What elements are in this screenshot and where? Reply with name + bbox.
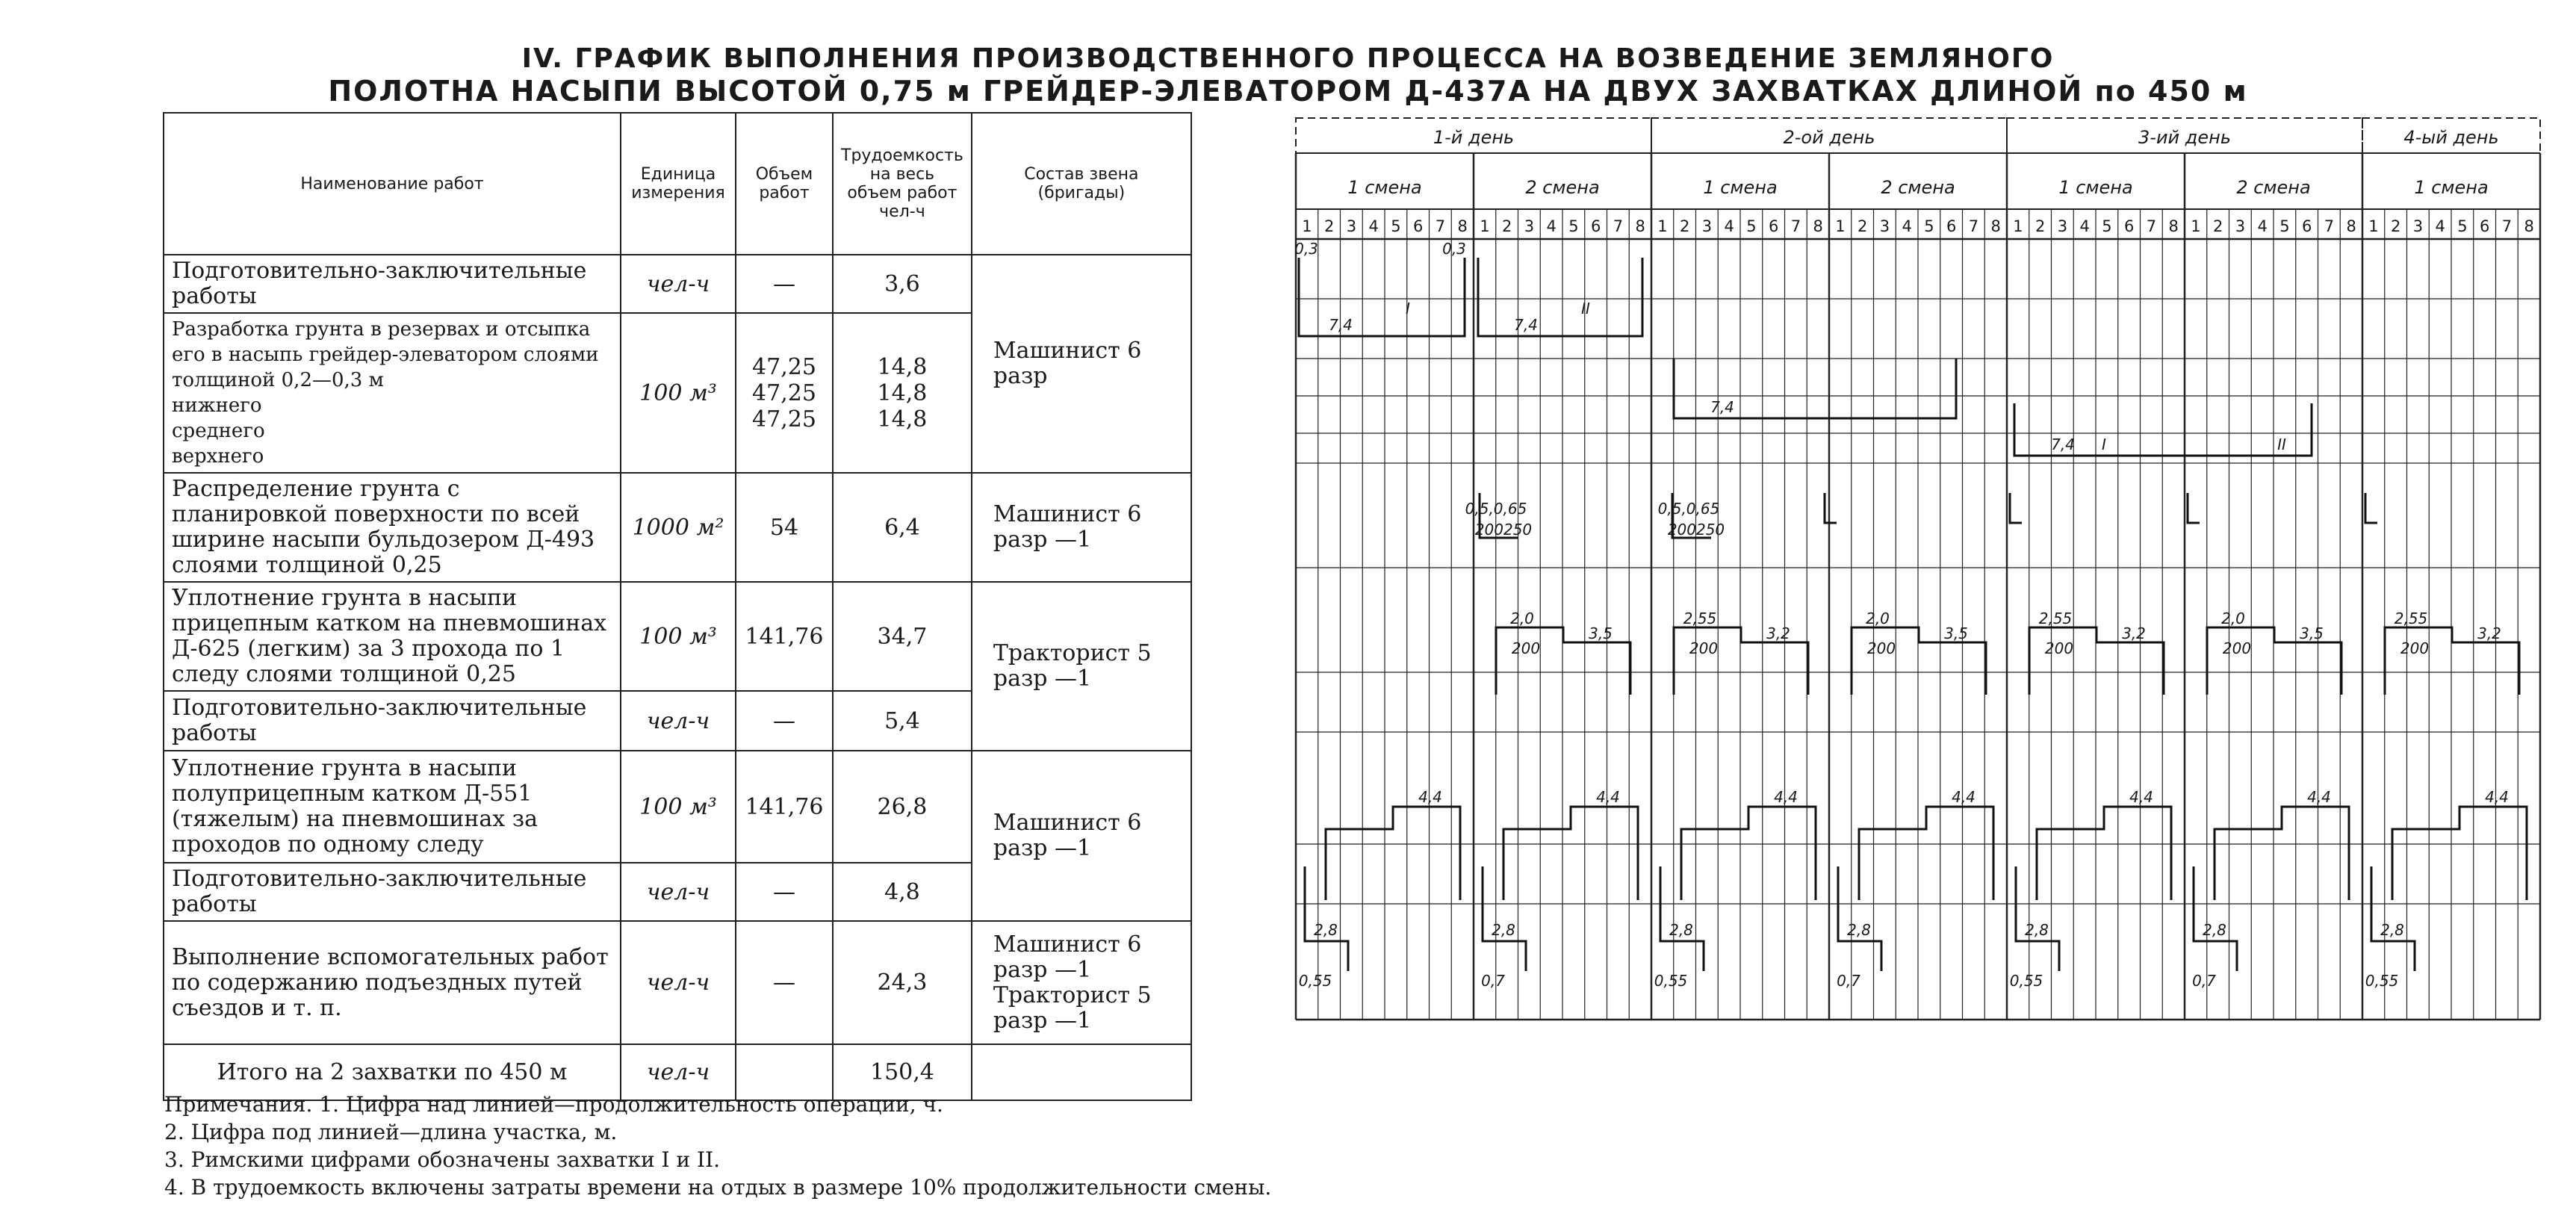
bar-value-label: I xyxy=(2102,435,2106,453)
hour-label: 8 xyxy=(2168,217,2179,235)
hour-label: 7 xyxy=(2501,217,2513,235)
excavation-bar xyxy=(1478,258,1642,336)
bulldozer-bar xyxy=(2010,493,2022,523)
bar-value-label: 0,3 xyxy=(1442,240,1466,258)
work-labor: 5,4 xyxy=(833,691,972,751)
hour-label: 7 xyxy=(1968,217,1979,235)
bar-value-label: 3,5 xyxy=(2300,624,2324,642)
hour-label: 7 xyxy=(2146,217,2157,235)
hour-label: 2 xyxy=(1857,217,1868,235)
hour-label: 4 xyxy=(1368,217,1379,235)
hour-label: 6 xyxy=(1768,217,1779,235)
hour-label: 3 xyxy=(1524,217,1535,235)
excavation-bar xyxy=(1299,258,1465,336)
labor-value: 14,8 xyxy=(877,406,928,432)
bar-value-label: 3,2 xyxy=(2477,624,2501,642)
work-labor: 26,8 xyxy=(833,751,972,863)
bar-value-label: 200 xyxy=(1866,639,1896,657)
crew-cell: Тракторист 5 разр —1 xyxy=(972,582,1191,751)
hour-label: 3 xyxy=(2057,217,2068,235)
hour-label: 8 xyxy=(1457,217,1468,235)
bar-value-label: 4,4 xyxy=(1596,788,1620,806)
hour-label: 1 xyxy=(1835,217,1846,235)
hour-label: 1 xyxy=(2368,217,2379,235)
hour-label: 5 xyxy=(1924,217,1934,235)
bar-value-label: 7,4 xyxy=(1514,316,1538,334)
hour-label: 2 xyxy=(1323,217,1335,235)
bar-value-label: 4,4 xyxy=(2307,788,2331,806)
hour-label: 2 xyxy=(1679,217,1690,235)
work-name: Подготовительно-заключительные работы xyxy=(164,863,621,921)
work-name-text: Разработка грунта в резервах и отсыпка его в насыпь грейдер-элеватором слоями толщиной 0,2—0,3 м xyxy=(172,318,599,391)
bar-value-label: 200 xyxy=(2400,639,2430,657)
bar-value-label: 200250 xyxy=(1667,521,1725,539)
hour-label: 7 xyxy=(1790,217,1801,235)
hour-label: 3 xyxy=(1346,217,1357,235)
bar-value-label: 2,0 xyxy=(1866,610,1890,627)
work-unit: 100 м³ xyxy=(621,313,736,473)
bar-value-label: 2,0 xyxy=(1510,610,1534,627)
bar-value-label: 0,7 xyxy=(2192,972,2216,990)
work-labor: 6,4 xyxy=(833,473,972,582)
work-name: Распределение грунта с планировкой поверхности по всей ширине насыпи бульдозером Д-493 слоями толщиной 0,25 xyxy=(164,473,621,582)
bulldozer-bar xyxy=(2188,493,2200,523)
bar-value-label: 0,55 xyxy=(1298,972,1332,990)
work-unit: чел-ч xyxy=(621,863,736,921)
day-label: 3-ий день xyxy=(2138,127,2231,148)
work-unit: чел-ч xyxy=(621,255,736,313)
bar-value-label: 200 xyxy=(2044,639,2074,657)
hour-label: 1 xyxy=(2013,217,2023,235)
bar-value-label: 4,4 xyxy=(1774,788,1798,806)
bulldozer-bar xyxy=(1825,493,1837,523)
hour-label: 1 xyxy=(1657,217,1668,235)
hour-label: 2 xyxy=(2390,217,2401,235)
work-labor: 3,6 xyxy=(833,255,972,313)
shift-label: 2 смена xyxy=(1881,177,1955,198)
note-line: 3. Римскими цифрами обозначены захватки I и II. xyxy=(164,1147,721,1172)
hour-label: 4 xyxy=(1902,217,1912,235)
hour-label: 4 xyxy=(2257,217,2268,235)
work-volume: 54 xyxy=(736,473,833,582)
bar-value-label: 2,8 xyxy=(1847,921,1871,939)
shift-label: 1 смена xyxy=(1703,177,1778,198)
work-name: Подготовительно-заключительные работы xyxy=(164,691,621,751)
hour-label: 7 xyxy=(2324,217,2335,235)
bar-value-label: 200 xyxy=(1511,639,1541,657)
labor-value: 14,8 xyxy=(877,379,928,406)
work-unit: 1000 м² xyxy=(621,473,736,582)
day-label: 1-й день xyxy=(1433,127,1515,148)
note-line: Примечания. 1. Цифра над линией—продолжительность операции, ч. xyxy=(164,1092,943,1117)
bar-value-label: 200250 xyxy=(1474,521,1533,539)
bulldozer-bar xyxy=(2365,493,2377,523)
shift-label: 1 смена xyxy=(2058,177,2133,198)
hour-label: 2 xyxy=(2035,217,2046,235)
crew-cell: Машинист 6 разр —1 xyxy=(972,473,1191,582)
hour-label: 5 xyxy=(1391,217,1401,235)
hour-label: 6 xyxy=(2123,217,2135,235)
work-unit: чел-ч xyxy=(621,921,736,1044)
sub-item: верхнего xyxy=(172,445,264,468)
hour-label: 8 xyxy=(2346,217,2356,235)
hour-label: 2 xyxy=(1501,217,1512,235)
bar-value-label: 2,8 xyxy=(1492,921,1515,939)
work-unit: чел-ч xyxy=(621,1044,736,1100)
bar-value-label: 4,4 xyxy=(2129,788,2153,806)
bar-value-label: 3,2 xyxy=(2122,624,2146,642)
bar-value-label: 2,55 xyxy=(2038,610,2073,627)
heavy-roller-bar xyxy=(2215,807,2349,900)
work-volume: — xyxy=(736,691,833,751)
hour-label: 4 xyxy=(2435,217,2445,235)
work-unit: 100 м³ xyxy=(621,751,736,863)
sub-item: среднего xyxy=(172,420,265,442)
hour-label: 4 xyxy=(1546,217,1557,235)
bar-value-label: 2,0 xyxy=(2221,610,2245,627)
shift-label: 2 смена xyxy=(2236,177,2311,198)
work-name: Подготовительно-заключительные работы xyxy=(164,255,621,313)
volume-value: 47,25 xyxy=(752,379,816,406)
page-title-line-2: ПОЛОТНА НАСЫПИ ВЫСОТОЙ 0,75 м ГРЕЙДЕР-ЭЛЕВАТОРОМ Д-437А НА ДВУХ ЗАХВАТКАХ ДЛИНОЙ по 450 м xyxy=(328,75,2248,108)
work-volume: 141,76 xyxy=(736,751,833,863)
header-labor: Трудоемкость на весь объем работ чел-ч xyxy=(833,113,972,255)
hour-label: 1 xyxy=(1480,217,1490,235)
hour-label: 5 xyxy=(2102,217,2112,235)
heavy-roller-bar xyxy=(1326,807,1460,900)
volume-value: 47,25 xyxy=(752,406,816,432)
heavy-roller-bar xyxy=(2037,807,2171,900)
work-labor: 34,7 xyxy=(833,582,972,691)
bar-value-label: 4,4 xyxy=(1952,788,1976,806)
hour-label: 7 xyxy=(1613,217,1624,235)
work-name: Уплотнение грунта в насыпи полуприцепным катком Д-551 (тяжелым) на пневмошинах за проходов по одному следу xyxy=(164,751,621,863)
work-labor: 4,8 xyxy=(833,863,972,921)
hour-label: 5 xyxy=(1746,217,1757,235)
bar-value-label: 3,5 xyxy=(1589,624,1613,642)
bar-value-label: I xyxy=(1406,300,1410,317)
bar-value-label: 3,5 xyxy=(1944,624,1968,642)
work-labor: 24,3 xyxy=(833,921,972,1044)
bar-value-label: 0,5,0,65 xyxy=(1465,500,1527,518)
bar-value-label: 2,55 xyxy=(2394,610,2428,627)
heavy-roller-bar xyxy=(1503,807,1638,900)
bar-value-label: 0,7 xyxy=(1837,972,1860,990)
hour-label: 1 xyxy=(1302,217,1312,235)
bar-value-label: 7,4 xyxy=(1329,316,1353,334)
bar-value-label: 2,8 xyxy=(1669,921,1693,939)
hour-label: 2 xyxy=(2212,217,2223,235)
hour-label: 6 xyxy=(1946,217,1957,235)
work-name: Уплотнение грунта в насыпи прицепным катком на пневмошинах Д-625 (легким) за 3 прохода по 1 следу слоями толщиной 0,25 xyxy=(164,582,621,691)
hour-label: 5 xyxy=(2279,217,2290,235)
work-volume: 141,76 xyxy=(736,582,833,691)
header-crew: Состав звена (бригады) xyxy=(972,113,1191,255)
hour-label: 6 xyxy=(2301,217,2312,235)
hour-label: 3 xyxy=(2412,217,2424,235)
heavy-roller-bar xyxy=(1859,807,1993,900)
heavy-roller-bar xyxy=(2392,807,2527,900)
work-volume: — xyxy=(736,863,833,921)
bar-value-label: 2,8 xyxy=(1314,921,1338,939)
hour-label: 6 xyxy=(1590,217,1601,235)
total-label: Итого на 2 захватки по 450 м xyxy=(164,1044,621,1100)
bar-value-label: 200 xyxy=(2222,639,2252,657)
sub-item: нижнего xyxy=(172,394,262,417)
bar-value-label: 4,4 xyxy=(2485,788,2509,806)
work-unit: чел-ч xyxy=(621,691,736,751)
note-line: 4. В трудоемкость включены затраты времени на отдых в размере 10% продолжительности смены. xyxy=(164,1175,1272,1200)
header-volume: Объем работ xyxy=(736,113,833,255)
notes xyxy=(164,1091,1271,1201)
bar-value-label: 0,55 xyxy=(2365,972,2399,990)
heavy-roller-bar xyxy=(1681,807,1816,900)
hour-label: 6 xyxy=(1412,217,1424,235)
labor-value: 14,8 xyxy=(877,353,928,380)
work-unit: 100 м³ xyxy=(621,582,736,691)
work-volume: — xyxy=(736,921,833,1044)
hour-label: 4 xyxy=(1724,217,1734,235)
bar-value-label: 3,2 xyxy=(1766,624,1790,642)
header-unit: Единица измерения xyxy=(621,113,736,255)
hour-label: 5 xyxy=(1568,217,1579,235)
bar-value-label: 2,8 xyxy=(2203,921,2226,939)
crew-cell: Машинист 6 разр —1 xyxy=(972,751,1191,921)
bar-value-label: II xyxy=(1581,300,1590,317)
shift-label: 2 смена xyxy=(1525,177,1600,198)
bar-value-label: 7,4 xyxy=(2051,435,2075,453)
hour-label: 1 xyxy=(2191,217,2201,235)
shift-label: 1 смена xyxy=(1347,177,1422,198)
hour-label: 5 xyxy=(2457,217,2468,235)
bar-value-label: 0,3 xyxy=(1294,240,1318,258)
bar-value-label: 0,55 xyxy=(1654,972,1688,990)
bar-value-label: 0,5,0,65 xyxy=(1657,500,1720,518)
hour-label: 4 xyxy=(2079,217,2090,235)
header-name: Наименование работ xyxy=(164,113,621,255)
volume-value: 47,25 xyxy=(752,353,816,380)
bar-value-label: 7,4 xyxy=(1710,398,1734,416)
hour-label: 8 xyxy=(1813,217,1823,235)
day-label: 4-ый день xyxy=(2403,127,2499,148)
bar-value-label: 200 xyxy=(1689,639,1719,657)
bar-value-label: 2,55 xyxy=(1683,610,1717,627)
page-title-line-1: IV. ГРАФИК ВЫПОЛНЕНИЯ ПРОИЗВОДСТВЕННОГО ПРОЦЕССА НА ВОЗВЕДЕНИЕ ЗЕМЛЯНОГО xyxy=(521,43,2055,74)
bar-value-label: 0,7 xyxy=(1481,972,1505,990)
bar-value-label: 2,8 xyxy=(2025,921,2049,939)
hour-label: 8 xyxy=(1990,217,2001,235)
hour-label: 8 xyxy=(1635,217,1645,235)
hour-label: 3 xyxy=(1879,217,1890,235)
bar-value-label: II xyxy=(2277,435,2286,453)
bar-value-label: 4,4 xyxy=(1418,788,1442,806)
work-volume: — xyxy=(736,255,833,313)
hour-label: 3 xyxy=(2235,217,2246,235)
hour-label: 7 xyxy=(1435,217,1446,235)
crew-cell: Машинист 6 разр —1 Тракторист 5 разр —1 xyxy=(972,921,1191,1044)
note-line: 2. Цифра под линией—длина участка, м. xyxy=(164,1120,618,1144)
work-labor: 150,4 xyxy=(833,1044,972,1100)
day-label: 2-ой день xyxy=(1783,127,1875,148)
hour-label: 3 xyxy=(1701,217,1713,235)
bar-value-label: 0,55 xyxy=(2009,972,2043,990)
hour-label: 8 xyxy=(2524,217,2534,235)
crew-cell: Машинист 6 разр xyxy=(972,255,1191,473)
shift-label: 1 смена xyxy=(2414,177,2489,198)
hour-label: 6 xyxy=(2479,217,2490,235)
work-name: Выполнение вспомогательных работ по содержанию подъездных путей съездов и т. п. xyxy=(164,921,621,1044)
bar-value-label: 2,8 xyxy=(2380,921,2404,939)
